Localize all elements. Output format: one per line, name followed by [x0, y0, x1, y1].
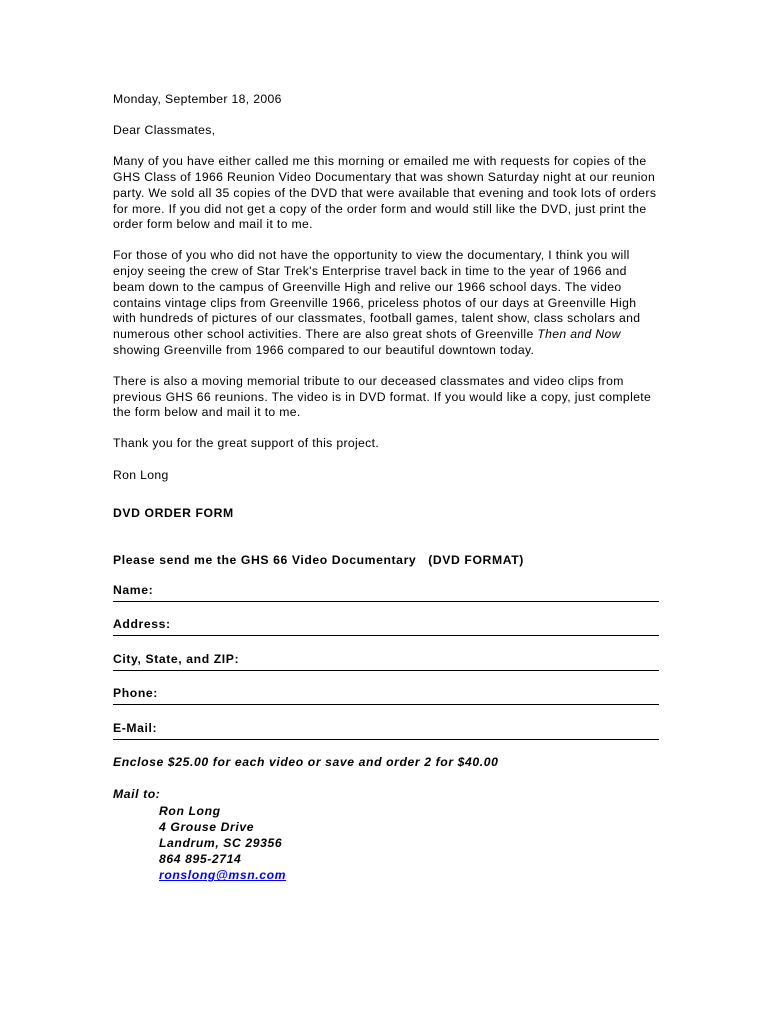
letter-date: Monday, September 18, 2006	[113, 92, 282, 106]
then-and-now-emphasis: Then and Now	[537, 326, 621, 341]
mail-to-city: Landrum, SC 29356	[159, 836, 283, 851]
city-state-zip-field[interactable]: City, State, and ZIP:	[113, 652, 659, 671]
letter-signature: Ron Long	[113, 467, 169, 482]
order-form-title: DVD ORDER FORM	[113, 506, 234, 521]
phone-field[interactable]: Phone:	[113, 686, 659, 705]
letter-salutation: Dear Classmates,	[113, 123, 216, 138]
paragraph-2-text-start: For those of you who did not have the opportunity to view the documentary, I think you will enjoy seeing the crew of Star Trek's Enterprise travel back in time to the year of 1966 and beam down to the campus of Greenville High and relive our 1966 school days. The video contains vintage clips from Greenville 1966, priceless photos of our days at Greenville High with hundreds of pictures of our classmates, football games, talent show, class scholars and numerous other school activities. There are also great shots of Greenville	[113, 248, 641, 341]
mail-to-phone: 864 895-2714	[159, 852, 242, 867]
letter-paragraph-1: Many of you have either called me this morning or emailed me with requests for copies of the GHS Class of 1966 Reunion Video Documentary that was shown Saturday night at our reunion party. We sold all 35 copies of the DVD that were available that evening and took lots of orders for more. If you did not get a copy of the order form and would still like the DVD, just print the order form below and mail it to me.	[113, 154, 657, 232]
order-form-subtitle: Please send me the GHS 66 Video Documentary (DVD FORMAT)	[113, 553, 524, 568]
paragraph-2-text-end: showing Greenville from 1966 compared to our beautiful downtown today.	[113, 342, 535, 357]
payment-instructions: Enclose $25.00 for each video or save and order 2 for $40.00	[113, 755, 499, 770]
mail-to-street: 4 Grouse Drive	[159, 819, 255, 834]
letter-page	[113, 92, 659, 884]
email-link[interactable]: ronslong@msn.com	[159, 868, 287, 883]
letter-paragraph-4: Thank you for the great support of this project.	[113, 436, 380, 451]
mail-to-label: Mail to:	[113, 786, 161, 801]
email-field[interactable]: E-Mail:	[113, 721, 659, 740]
name-field[interactable]: Name:	[113, 583, 659, 602]
mail-to-name: Ron Long	[159, 803, 221, 818]
letter-paragraph-2	[113, 248, 659, 358]
mail-to-email-line	[159, 867, 659, 883]
letter-paragraph-3: There is also a moving memorial tribute to our deceased classmates and video clips from previous GHS 66 reunions. The video is in DVD format. If you would like a copy, just complete the form below and mail it to me.	[113, 373, 652, 420]
address-field[interactable]: Address:	[113, 617, 659, 636]
